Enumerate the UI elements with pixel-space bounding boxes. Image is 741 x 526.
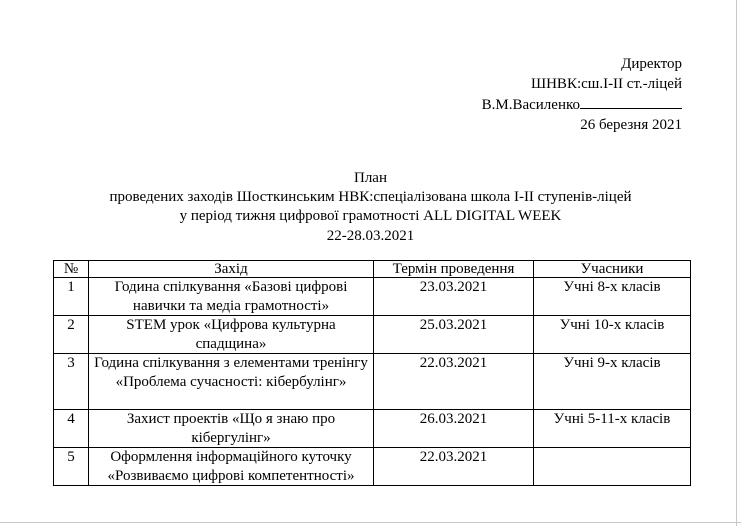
table-row (54, 278, 691, 316)
header-date: Термін проведення (374, 261, 534, 278)
header-number: № (54, 261, 89, 278)
cell-number: 2 (54, 316, 89, 354)
cell-date: 23.03.2021 (374, 278, 534, 316)
cell-participants (534, 448, 691, 486)
cell-event: STEM урок «Цифрова культурна спадщина» (89, 316, 374, 354)
cell-date: 22.03.2021 (374, 354, 534, 410)
cell-event: Година спілкування з елементами тренінгу «Проблема сучасності: кібербулінг» (89, 354, 374, 410)
cell-participants: Учні 5-11-х класів (534, 410, 691, 448)
title-line-2: проведених заходів Шосткинським НВК:спеціалізована школа І-ІІ ступенів-ліцей (109, 189, 632, 206)
cell-event: Година спілкування «Базові цифрові навички та медіа грамотності» (89, 278, 374, 316)
title-line-3: у період тижня цифрової грамотності ALL DIGITAL WEEK (179, 208, 562, 225)
page-edge-right (736, 0, 737, 526)
title-line-4: 22-28.03.2021 (326, 227, 415, 244)
cell-participants: Учні 9-х класів (534, 354, 691, 410)
cell-number: 4 (54, 410, 89, 448)
events-table (53, 260, 691, 486)
page-edge-bottom (0, 522, 741, 523)
approval-organization: ШНВК:сш.І-ІІ ст.-ліцей (530, 75, 682, 92)
table-row (54, 448, 691, 486)
approval-signature (482, 94, 682, 116)
approval-block (482, 55, 682, 135)
signature-line (580, 94, 682, 109)
cell-number: 3 (54, 354, 89, 410)
cell-date: 26.03.2021 (374, 410, 534, 448)
signature-name: В.М.Василенко (481, 97, 580, 113)
cell-event: Захист проектів «Що я знаю про кібергулінг» (89, 410, 374, 448)
title-line-1: План (353, 170, 387, 186)
cell-participants: Учні 8-х класів (534, 278, 691, 316)
cell-date: 25.03.2021 (374, 316, 534, 354)
table-row (54, 316, 691, 354)
document-title (0, 169, 741, 246)
cell-participants: Учні 10-х класів (534, 316, 691, 354)
cell-date: 22.03.2021 (374, 448, 534, 486)
header-event: Захід (89, 261, 374, 278)
cell-number: 1 (54, 278, 89, 316)
cell-number: 5 (54, 448, 89, 486)
table-row (54, 410, 691, 448)
approval-position: Директор (621, 56, 682, 72)
header-participants: Учасники (534, 261, 691, 278)
table-header-row (54, 261, 691, 278)
cell-event: Оформлення інформаційного куточку «Розвиваємо цифрові компетентності» (89, 448, 374, 486)
table-row (54, 354, 691, 410)
approval-date: 26 березня 2021 (580, 116, 682, 133)
